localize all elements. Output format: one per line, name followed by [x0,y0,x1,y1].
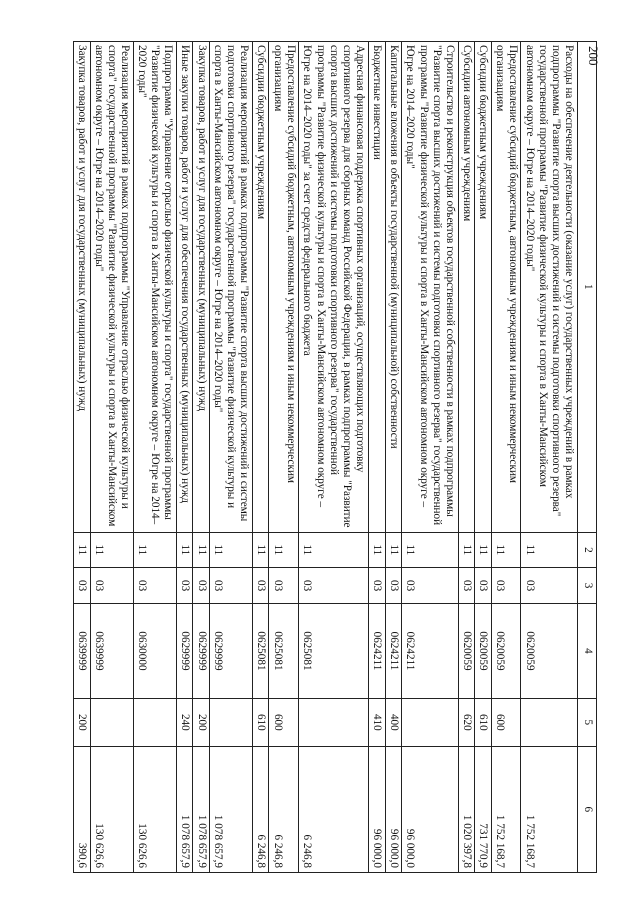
row-expense-type: 200 [193,699,209,747]
row-amount: 130 626,6 [90,746,133,872]
row-expense-type: 600 [491,699,521,747]
row-name: Иные закупки товаров, работ и услуг для обеспечения государственных (муниципальных) нужд [176,42,192,533]
table-row [369,42,385,873]
table-row [193,42,209,873]
table-row [209,42,252,873]
row-name: Капитальные вложения в объекты государственной (муниципальной) собственности [385,42,401,533]
row-target-code: 0624211 [385,603,401,698]
row-subsection-code: 03 [475,568,491,604]
table-row [269,42,299,873]
row-section-code: 11 [299,532,369,568]
row-target-code: 0639999 [90,603,133,698]
row-name: Субсидии автономным учреждениям [458,42,474,533]
row-subsection-code: 03 [193,568,209,604]
row-amount: 6 246,8 [269,746,299,872]
row-section-code: 11 [369,532,385,568]
row-expense-type: 410 [369,699,385,747]
row-subsection-code: 03 [74,568,91,604]
row-expense-type: 620 [458,699,474,747]
row-subsection-code: 03 [209,568,252,604]
budget-table-sheet [73,41,597,873]
row-amount: 731 770,9 [475,746,491,872]
table-row [475,42,491,873]
budget-table [73,41,597,873]
row-expense-type [133,699,176,747]
table-row [385,42,401,873]
row-name: Предоставление субсидий бюджетным, автономным учреждениям и иным некоммерческим организациям [491,42,521,533]
table-row [402,42,459,873]
table-row [458,42,474,873]
row-target-code: 0624211 [369,603,385,698]
row-name: Адресная финансовая поддержка спортивных организаций, осуществляющих подготовку спортивного резерва для сборных команд Российской Федерации, в рамках подпрограммы "Развитие спорта высших достижений и системы подготовки спортивного резерва" государственной программы "Развитие физической культуры и спорта в Ханты-Мансийском автономном округе – Югре на 2014–2020 годы" за счет средств федерального бюджета [299,42,369,533]
table-body [74,42,578,873]
row-subsection-code: 03 [369,568,385,604]
row-section-code: 11 [90,532,133,568]
header-row [578,42,597,873]
row-section-code: 11 [491,532,521,568]
row-subsection-code: 03 [458,568,474,604]
row-amount: 6 246,8 [253,746,269,872]
row-name: Реализация мероприятий в рамках подпрограммы "Управление отраслью физической культуры и спорта" государственной программы "Развитие физической культуры и спорта в Ханты-Мансийском автономном округе – Югре на 2014–2020 годы" [90,42,133,533]
row-amount: 6 246,8 [299,746,369,872]
row-expense-type [521,699,578,747]
row-target-code: 0625081 [269,603,299,698]
row-name: Подпрограмма "Управление отраслью физической культуры и спорта" государственной программы "Развитие физической культуры и спорта в Ханты-Мансийском автономном округе – Югре на 2014–2020 годы" [133,42,176,533]
row-subsection-code: 03 [299,568,369,604]
row-name: Субсидии бюджетным учреждениям [475,42,491,533]
row-expense-type: 600 [269,699,299,747]
row-subsection-code: 03 [269,568,299,604]
table-row [74,42,91,873]
row-expense-type [299,699,369,747]
row-section-code: 11 [209,532,252,568]
row-name: Предоставление субсидий бюджетным, автономным учреждениям и иным некоммерческим организациям [269,42,299,533]
row-amount: 1 078 657,9 [209,746,252,872]
row-amount: 1 078 657,9 [176,746,192,872]
row-section-code: 11 [193,532,209,568]
table-row [299,42,369,873]
row-target-code: 0629999 [209,603,252,698]
row-target-code: 0624211 [402,603,459,698]
table-row [133,42,176,873]
row-section-code: 11 [385,532,401,568]
row-subsection-code: 03 [90,568,133,604]
row-expense-type: 610 [475,699,491,747]
row-amount: 390,6 [74,746,91,872]
row-subsection-code: 03 [133,568,176,604]
row-expense-type: 400 [385,699,401,747]
header-cell: 2 [578,532,597,568]
page-number: 200 [586,46,601,66]
rotated-page [73,41,597,873]
row-section-code: 11 [458,532,474,568]
row-amount: 1 020 397,8 [458,746,474,872]
row-name: Строительство и реконструкция объектов государственной собственности в рамках подпрограммы "Развитие спорта высших достижений и системы подготовки спортивного резерва" государственной программы "Развитие физической культуры и спорта в Ханты-Мансийском автономном округе – Югре на 2014–2020 годы" [402,42,459,533]
row-name: Закупка товаров, работ и услуг для государственных (муниципальных) нужд [74,42,91,533]
header-cell: 3 [578,568,597,604]
row-target-code: 0620059 [475,603,491,698]
row-section-code: 11 [253,532,269,568]
row-expense-type: 610 [253,699,269,747]
row-section-code: 11 [521,532,578,568]
row-name: Реализация мероприятий в рамках подпрограммы "Развитие спорта высших достижений и системы подготовки спортивного резерва" государственной программы "Развитие физической культуры и спорта в Ханты-Мансийском автономном округе – Югре на 2014–2020 годы" [209,42,252,533]
row-expense-type: 240 [176,699,192,747]
row-subsection-code: 03 [176,568,192,604]
row-subsection-code: 03 [385,568,401,604]
row-section-code: 11 [475,532,491,568]
row-target-code: 0629999 [193,603,209,698]
row-section-code: 11 [269,532,299,568]
row-name: Закупка товаров, работ и услуг для государственных (муниципальных) нужд [193,42,209,533]
header-cell: 6 [578,746,597,872]
row-subsection-code: 03 [402,568,459,604]
row-name: Расходы на обеспечение деятельности (оказание услуг) государственных учреждений в рамках подпрограммы "Развитие спорта высших достижений и системы подготовки спортивного резерва" государственной программы "Развитие физической культуры и спорта в Ханты-Мансийском автономном округе – Югре на 2014–2020 годы" [521,42,578,533]
row-section-code: 11 [133,532,176,568]
row-subsection-code: 03 [521,568,578,604]
row-amount: 96 000,0 [402,746,459,872]
row-amount: 1 752 168,7 [491,746,521,872]
row-name: Бюджетные инвестиции [369,42,385,533]
row-target-code: 0630000 [133,603,176,698]
row-name: Субсидии бюджетным учреждениям [253,42,269,533]
table-row [521,42,578,873]
row-expense-type: 200 [74,699,91,747]
row-target-code: 0620059 [458,603,474,698]
row-target-code: 0639999 [74,603,91,698]
row-section-code: 11 [74,532,91,568]
row-target-code: 0620059 [521,603,578,698]
row-target-code: 0625081 [299,603,369,698]
row-amount: 96 000,0 [385,746,401,872]
row-target-code: 0620059 [491,603,521,698]
header-cell: 1 [578,42,597,533]
row-amount: 96 000,0 [369,746,385,872]
table-row [90,42,133,873]
row-amount: 1 752 168,7 [521,746,578,872]
row-amount: 130 626,6 [133,746,176,872]
row-section-code: 11 [176,532,192,568]
row-amount: 1 078 657,9 [193,746,209,872]
row-expense-type [209,699,252,747]
row-subsection-code: 03 [491,568,521,604]
row-section-code: 11 [402,532,459,568]
row-expense-type [402,699,459,747]
row-subsection-code: 03 [253,568,269,604]
header-cell: 5 [578,699,597,747]
header-cell: 4 [578,603,597,698]
row-expense-type [90,699,133,747]
table-row [253,42,269,873]
table-row [176,42,192,873]
table-row [491,42,521,873]
row-target-code: 0625081 [253,603,269,698]
row-target-code: 0629999 [176,603,192,698]
